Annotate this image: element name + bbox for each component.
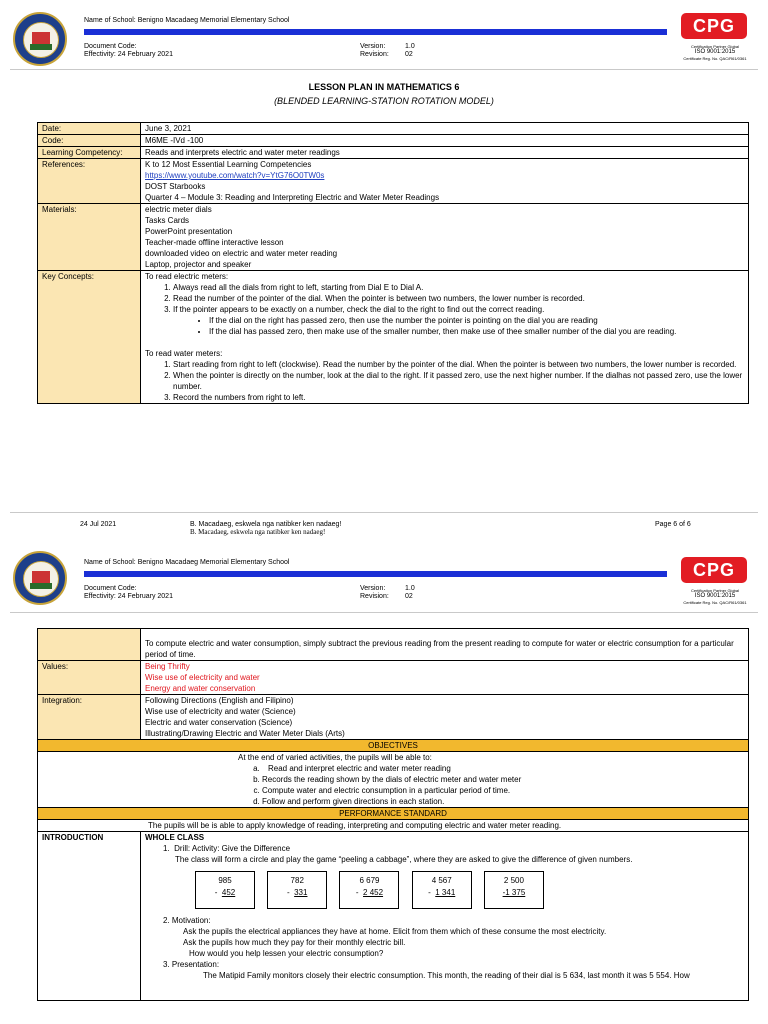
school-seal-logo	[13, 551, 67, 605]
difference-box: 782 - 331	[267, 871, 327, 909]
motivation-item: How would you help lessen your electric consumption?	[189, 949, 384, 958]
version-label: Version:	[360, 43, 386, 50]
presentation-title: 3. Presentation:	[163, 960, 220, 969]
integration-item: Following Directions (English and Filipino)	[145, 696, 294, 705]
revision-value: 02	[405, 51, 413, 58]
performance-header: PERFORMANCE STANDARD	[38, 808, 749, 820]
material-item: PowerPoint presentation	[145, 227, 233, 236]
difference-box: 6 679 - 2 452	[339, 871, 399, 909]
objective-item: a. Read and interpret electric and water meter reading	[262, 763, 744, 774]
presentation-text: The Matipid Family monitors closely their electric consumption. This month, the reading of their dial is 5 634, last month it was 5 554. How	[203, 971, 690, 980]
cpg-logo: CPG	[681, 13, 747, 39]
integration-item: Illustrating/Drawing Electric and Water Meter Dials (Arts)	[145, 729, 345, 738]
objective-item: d. Follow and perform given directions in each station.	[262, 796, 744, 807]
performance-header-row	[38, 808, 749, 820]
references-row	[38, 159, 749, 204]
competency-label: Learning Competency:	[38, 147, 141, 159]
key-concepts-row	[38, 271, 749, 404]
lesson-plan-table-2	[37, 628, 749, 1001]
cert-line2: ISO 9001:2015	[694, 49, 736, 55]
objectives-header-row	[38, 740, 749, 752]
date-label: Date:	[38, 123, 141, 135]
header-blue-bar	[84, 571, 667, 577]
electric-intro: To read electric meters:	[145, 272, 229, 281]
header-divider	[10, 612, 758, 613]
key-concepts-label: Key Concepts:	[38, 271, 141, 404]
integration-label: Integration:	[38, 695, 141, 740]
box-bottom: -1 375	[502, 888, 526, 897]
objective-item: b. Records the reading shown by the dials of electric meter and water meter	[262, 774, 744, 785]
reference-item: K to 12 Most Essential Learning Competencies	[145, 160, 312, 169]
electric-step: 2. Read the number of the pointer of the dial. When the pointer is between two numbers, the lower number is recorded.	[173, 293, 744, 304]
revision-value: 02	[405, 593, 413, 600]
footer-divider	[10, 512, 758, 513]
drill-title: Drill: Activity: Give the Difference	[174, 844, 291, 853]
difference-box	[484, 871, 544, 909]
lesson-plan-table-1	[37, 122, 749, 404]
motivation-item: Ask the pupils how much they pay for their monthly electric bill.	[183, 938, 406, 947]
water-intro: To read water meters:	[145, 349, 223, 358]
values-label: Values:	[38, 661, 141, 695]
box-top: 985	[218, 876, 232, 885]
revision-label: Revision:	[360, 51, 389, 58]
document-code: Document Code:	[84, 43, 137, 50]
material-item: Teacher-made offline interactive lesson	[145, 238, 284, 247]
water-step: 2. When the pointer is directly on the number, look at the dial to the right. If it passed zero, use the next higher number. If the dialhas not passed zero, use the lower number.	[173, 370, 744, 392]
reference-item: DOST Starbooks	[145, 182, 206, 191]
page-subtitle: (BLENDED LEARNING-STATION ROTATION MODEL)	[274, 96, 494, 106]
code-value: M6ME -IVd -100	[141, 135, 749, 147]
box-top: 4 567	[431, 876, 452, 885]
box-bottom: 1 341	[435, 888, 456, 897]
whole-class-label: WHOLE CLASS	[145, 833, 205, 842]
cert-line1: Certification Partner Global	[690, 44, 740, 49]
date-row	[38, 123, 749, 135]
cert-line3: Certificate Reg. No. QAC/R61/0361	[683, 56, 747, 61]
introduction-label: INTRODUCTION	[38, 832, 141, 1001]
performance-text: The pupils will be is able to apply knowledge of reading, interpreting and computing electric and water meter reading.	[38, 820, 749, 832]
code-label: Code:	[38, 135, 141, 147]
objectives-row	[38, 752, 749, 808]
motivation-item: Ask the pupils the electrical appliances they have at home. Elicit from them which of these consume the most electricity.	[183, 927, 607, 936]
box-top: 6 679	[359, 876, 380, 885]
reference-item: Quarter 4 – Module 3: Reading and Interpreting Electric and Water Meter Readings	[145, 193, 440, 202]
cert-line3: Certificate Reg. No. QAC/R61/0361	[683, 600, 747, 605]
footer-motto-script: B. Macadaeg, eskwela nga natibker ken nadaeg!	[190, 528, 326, 536]
objective-item: c. Compute water and electric consumption in a particular period of time.	[262, 785, 744, 796]
effectivity: Effectivity: 24 February 2021	[84, 593, 173, 600]
footer-motto: B. Macadaeg, eskwela nga natibker ken nadaeg!	[190, 521, 342, 528]
box-bottom: 331	[294, 888, 308, 897]
integration-item: Wise use of electricity and water (Science)	[145, 707, 296, 716]
drill-text: The class will form a circle and play the game “peeling a cabbage”, where they are asked to give the difference of given numbers.	[175, 855, 633, 864]
materials-row	[38, 204, 749, 271]
electric-bullet: • If the dial has passed zero, then make use of the smaller number, then make use of thee smaller number of the dial you are reading.	[209, 326, 744, 337]
electric-bullet: • If the dial on the right has passed zero, then use the number the pointer is pointing on the dial you are reading	[209, 315, 744, 326]
material-item: Tasks Cards	[145, 216, 190, 225]
value-item: Wise use of electricity and water	[145, 673, 260, 682]
integration-item: Electric and water conservation (Science)	[145, 718, 293, 727]
value-item: Being Thrifty	[145, 662, 190, 671]
consumption-text: To compute electric and water consumption, simply subtract the previous reading from the present reading to compute for water or electric consumption for a particular period of time.	[141, 629, 749, 661]
water-step: 3. Record the numbers from right to left.	[173, 392, 744, 403]
material-item: downloaded video on electric and water meter reading	[145, 249, 338, 258]
difference-boxes	[145, 865, 744, 915]
school-seal-logo	[13, 12, 67, 66]
motivation-title: 2. Motivation:	[163, 916, 211, 925]
materials-label: Materials:	[38, 204, 141, 271]
code-row	[38, 135, 749, 147]
value-item: Energy and water conservation	[145, 684, 256, 693]
electric-step: 1. Always read all the dials from right to left, starting from Dial E to Dial A.	[173, 282, 744, 293]
header-blue-bar	[84, 29, 667, 35]
effectivity: Effectivity: 24 February 2021	[84, 51, 173, 58]
reference-link[interactable]: https://www.youtube.com/watch?v=YtG76O0TW0s	[145, 171, 325, 180]
footer-date: 24 Jul 2021	[80, 521, 117, 528]
introduction-row: INTRODUCTION WHOLE CLASS 1. Drill: Activity: Give the Difference The class will form a circle and play the game “peeling a cabbage”, where they are asked to give the difference of given numbers. 985 - 452 782 - 331 6 679 - 2 452 4 567 - 1 341 2 500 -1 375 2. Motivation: Ask the pupils the electrical appliances they have at home. Elicit from them which of these consume the most electricity. Ask the pupils how much they pay for their monthly electric bill. How would you help lessen your electric consumption? 3. Presentation: The Matipid Family monitors closely their electric consumption. This month, the reading of their dial is 5 634, last month it was 5 554. How	[38, 832, 749, 1001]
objectives-intro: At the end of varied activities, the pupils will be able to:	[238, 753, 432, 762]
difference-box: 4 567 - 1 341	[412, 871, 472, 909]
electric-step: 3. If the pointer appears to be exactly on a number, check the dial to the right to find out the correct reading.	[173, 304, 744, 315]
references-label: References:	[38, 159, 141, 204]
values-row	[38, 661, 749, 695]
revision-label: Revision:	[360, 593, 389, 600]
document-code: Document Code:	[84, 585, 137, 592]
box-top: 2 500	[503, 876, 524, 885]
school-name: Name of School: Benigno Macadaeg Memorial Elementary School	[84, 559, 290, 566]
water-step: 1. Start reading from right to left (clockwise). Read the number by the pointer of the dial. When the pointer is between two numbers, the lower number is recorded.	[173, 359, 744, 370]
footer-page: Page 6 of 6	[655, 521, 691, 528]
box-bottom: 452	[221, 888, 236, 897]
version-value: 1.0	[405, 585, 415, 592]
material-item: electric meter dials	[145, 205, 212, 214]
integration-row	[38, 695, 749, 740]
performance-row	[38, 820, 749, 832]
material-item: Laptop, projector and speaker	[145, 260, 252, 269]
page-title: LESSON PLAN IN MATHEMATICS 6	[308, 82, 460, 92]
version-label: Version:	[360, 585, 386, 592]
cert-line1: Certification Partner Global	[690, 588, 740, 593]
difference-box: 985 - 452	[195, 871, 255, 909]
date-value: June 3, 2021	[141, 123, 749, 135]
box-bottom: 2 452	[363, 888, 384, 897]
school-name: Name of School: Benigno Macadaeg Memorial Elementary School	[84, 17, 290, 24]
consumption-row	[38, 629, 749, 661]
cert-line2: ISO 9001:2015	[694, 593, 736, 599]
header-divider	[10, 69, 758, 70]
box-top: 782	[290, 876, 304, 885]
competency-row	[38, 147, 749, 159]
competency-value: Reads and interprets electric and water meter readings	[141, 147, 749, 159]
objectives-header: OBJECTIVES	[38, 740, 749, 752]
cpg-logo: CPG	[681, 557, 747, 583]
version-value: 1.0	[405, 43, 415, 50]
